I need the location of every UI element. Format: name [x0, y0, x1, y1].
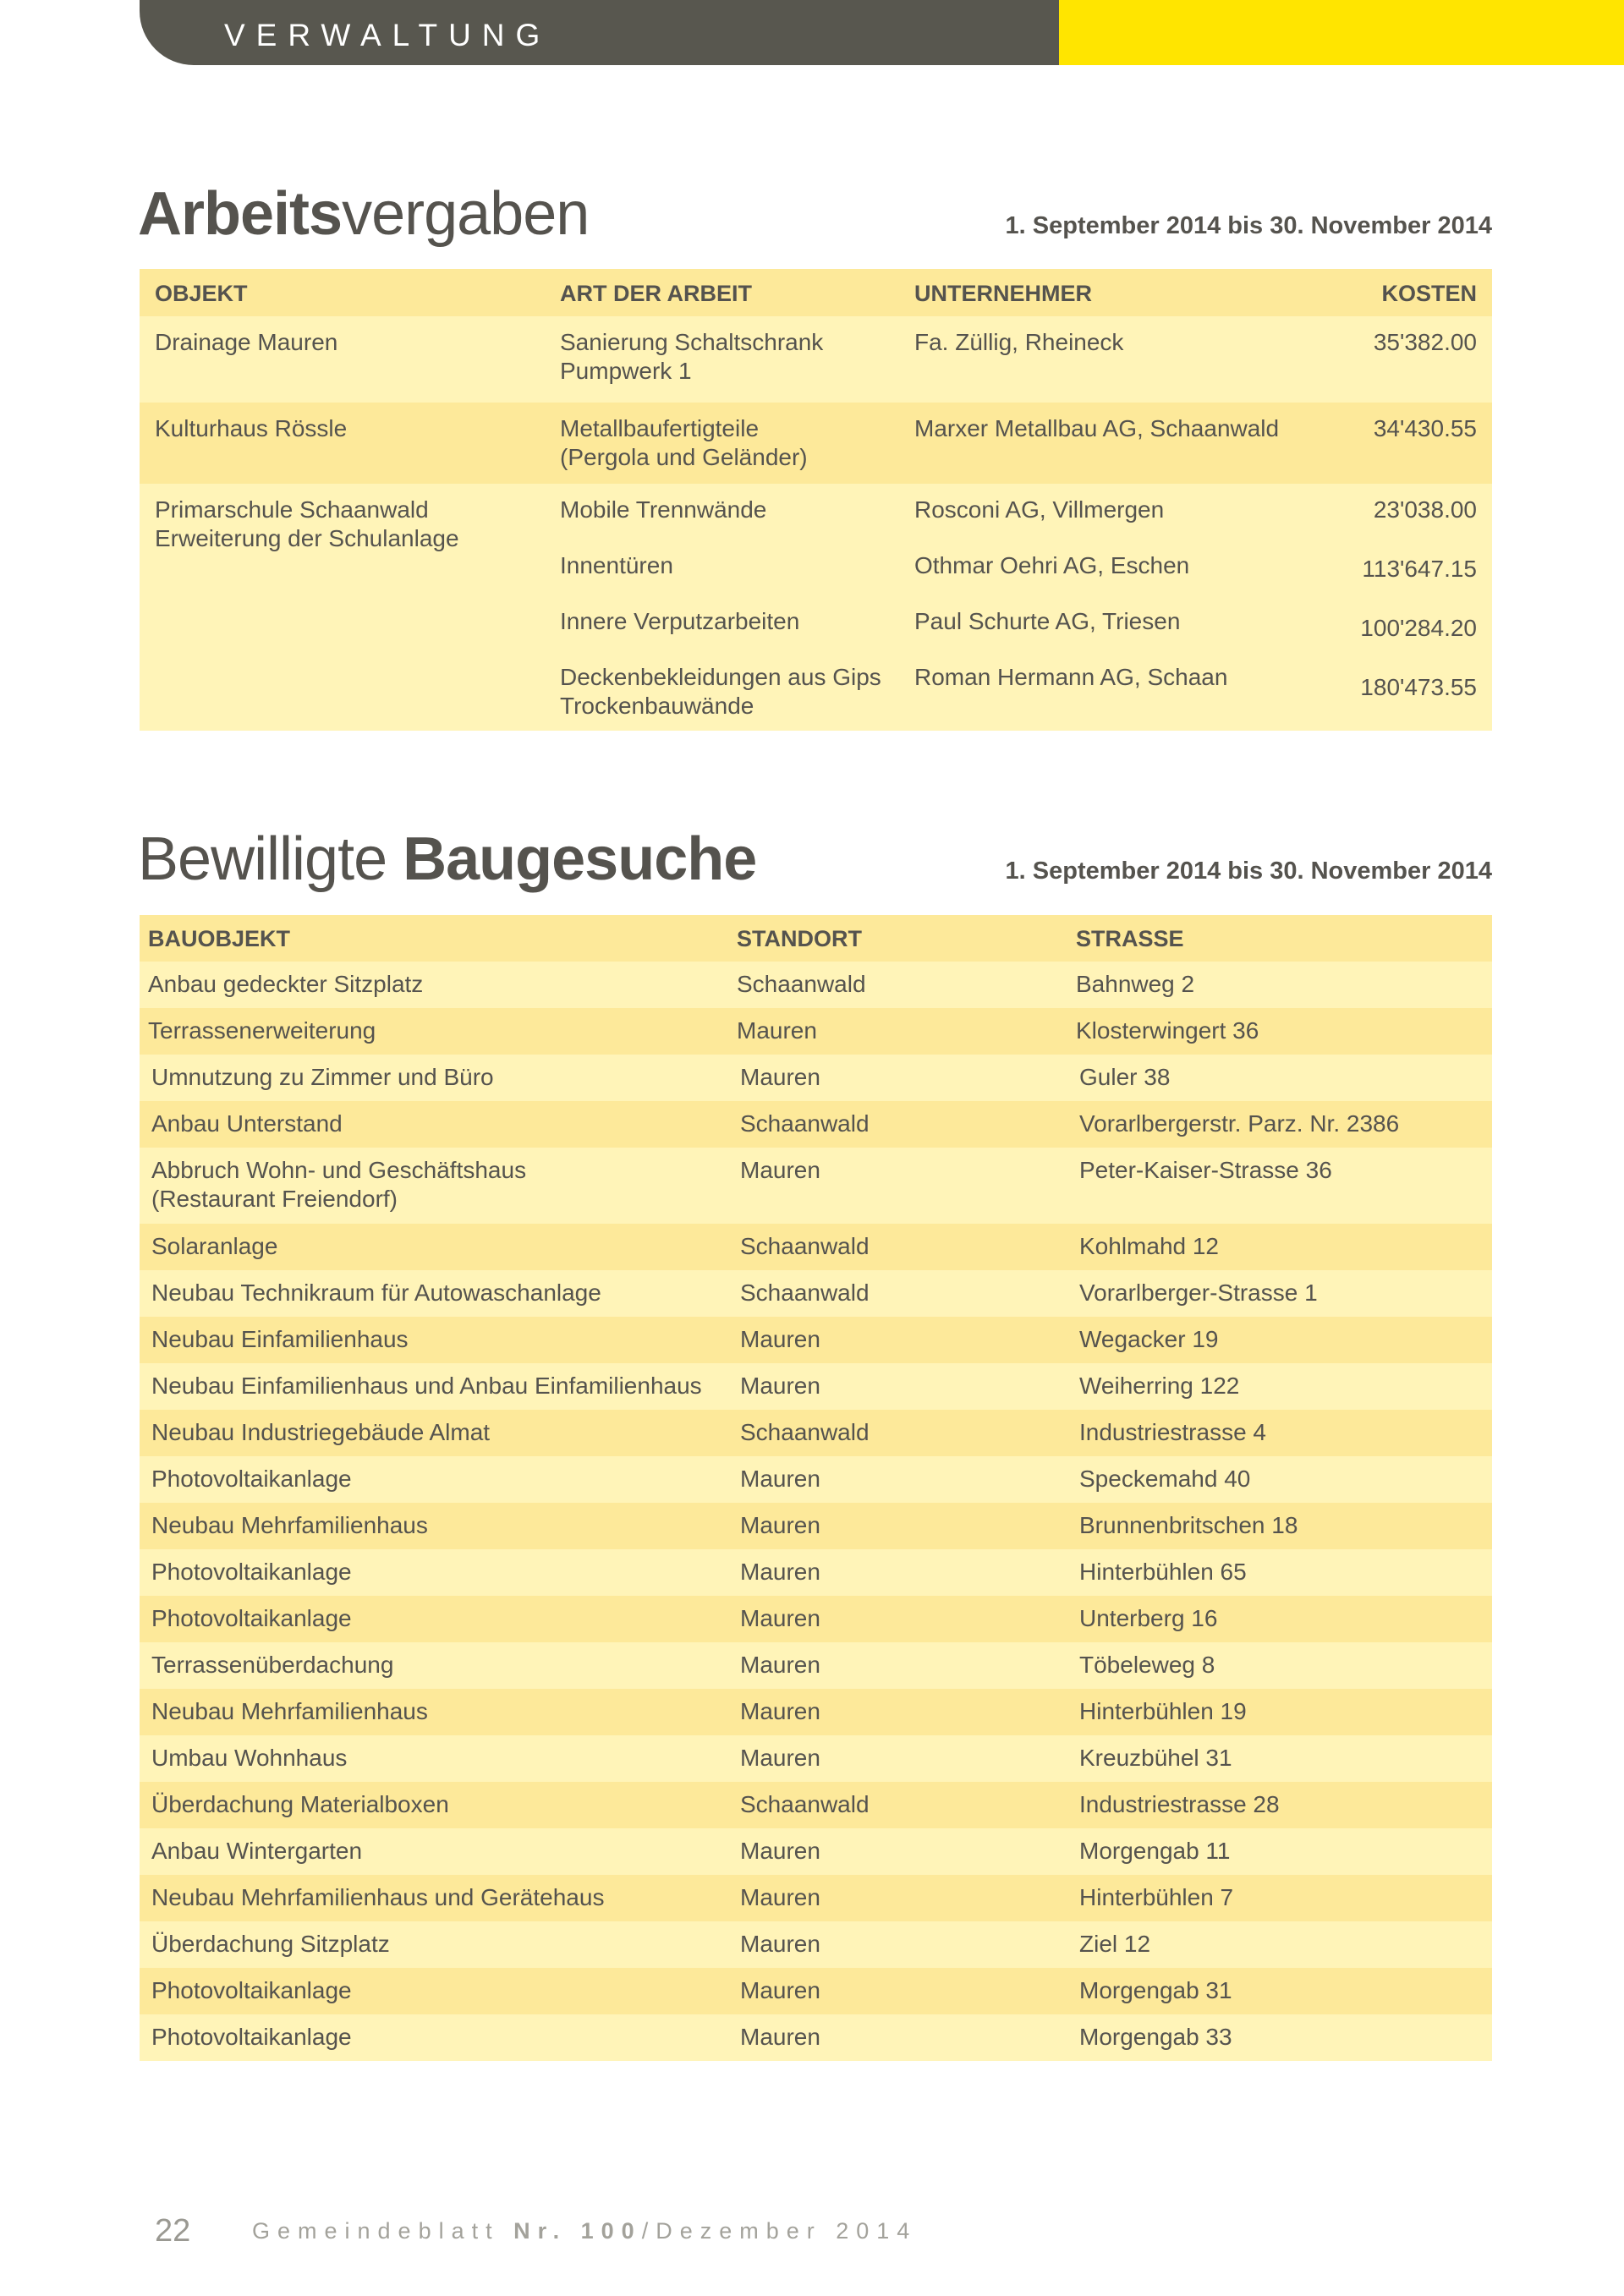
- publication-footer: [252, 2218, 917, 2244]
- arbeit-cell: [560, 607, 799, 636]
- strasse-cell: Unterberg 16: [1079, 1605, 1218, 1631]
- kosten-cell: 23'038.00: [1373, 496, 1477, 523]
- text-line: Photovoltaikanlage: [151, 1605, 352, 1631]
- strasse-cell: Hinterbühlen 19: [1079, 1698, 1247, 1724]
- text-line: Primarschule Schaanwald: [155, 496, 429, 523]
- bauobjekt-cell: [151, 1156, 526, 1214]
- text-line: (Pergola und Geländer): [560, 444, 808, 470]
- bauobjekt-cell: [151, 1325, 409, 1354]
- text-line: Trockenbauwände: [560, 693, 754, 719]
- standort-cell: Schaanwald: [740, 1233, 870, 1259]
- standort-cell: Mauren: [740, 1466, 820, 1492]
- table-row: [140, 1456, 1492, 1503]
- text-line: Neubau Mehrfamilienhaus und Gerätehaus: [151, 1884, 605, 1910]
- text-line: Metallbaufertigteile: [560, 415, 760, 441]
- kosten-cell: 34'430.55: [1373, 415, 1477, 441]
- arbeit-cell: [560, 414, 808, 472]
- text-line: Photovoltaikanlage: [151, 1559, 352, 1585]
- bauobjekt-cell: [151, 1883, 604, 1912]
- strasse-cell: Kreuzbühel 31: [1079, 1745, 1232, 1771]
- strasse-cell: Speckemahd 40: [1079, 1466, 1251, 1492]
- objekt-cell: [155, 496, 459, 553]
- standort-cell: Mauren: [740, 1512, 820, 1538]
- bauobjekt-cell: [151, 2023, 352, 2052]
- text-line: Umbau Wohnhaus: [151, 1745, 348, 1771]
- column-header: KOSTEN: [1381, 281, 1477, 306]
- text-line: Sanierung Schaltschrank: [560, 329, 824, 355]
- baugesuche-title: [138, 825, 756, 894]
- text-line: Photovoltaikanlage: [151, 2024, 352, 2050]
- table-row: [140, 1642, 1492, 1689]
- table-row: [140, 1875, 1492, 1921]
- text-line: Neubau Mehrfamilienhaus: [151, 1698, 428, 1724]
- text-line: Innere Verputzarbeiten: [560, 608, 800, 634]
- text-line: Drainage Mauren: [155, 329, 338, 355]
- table-row: [140, 1782, 1492, 1828]
- column-header: OBJEKT: [155, 281, 248, 306]
- title-bold-part: Arbeits: [138, 180, 343, 248]
- bauobjekt-cell: [151, 1558, 352, 1586]
- table-row: [140, 403, 1492, 484]
- text-line: Terrassenerweiterung: [148, 1017, 376, 1044]
- table-row: [140, 1224, 1492, 1270]
- text-line: Terrassenüberdachung: [151, 1652, 394, 1678]
- strasse-cell: Industriestrasse 28: [1079, 1791, 1280, 1817]
- strasse-cell: Morgengab 11: [1079, 1838, 1231, 1864]
- standort-cell: Mauren: [740, 1373, 820, 1399]
- strasse-cell: Peter-Kaiser-Strasse 36: [1079, 1157, 1332, 1183]
- standort-cell: Mauren: [740, 1745, 820, 1771]
- title-light-part: Bewilligte: [138, 825, 403, 893]
- standort-cell: Mauren: [740, 1326, 820, 1352]
- bauobjekt-cell: [151, 1511, 428, 1540]
- text-line: Anbau Unterstand: [151, 1110, 343, 1137]
- issue-number: Nr. 100: [513, 2218, 642, 2244]
- text-line: Erweiterung der Schulanlage: [155, 525, 459, 551]
- column-header: UNTERNEHMER: [914, 281, 1093, 306]
- bauobjekt-cell: [151, 1232, 277, 1261]
- standort-cell: Mauren: [740, 1605, 820, 1631]
- standort-cell: Mauren: [737, 1017, 817, 1044]
- standort-cell: Mauren: [740, 1157, 820, 1183]
- table-row: [140, 1921, 1492, 1968]
- objekt-cell: [155, 328, 337, 357]
- table-row: [140, 1317, 1492, 1363]
- standort-cell: Schaanwald: [740, 1280, 870, 1306]
- strasse-cell: Vorarlbergerstr. Parz. Nr. 2386: [1079, 1110, 1400, 1137]
- standort-cell: Mauren: [740, 1698, 820, 1724]
- bauobjekt-cell: [151, 1279, 601, 1307]
- publication-name: Gemeindeblatt: [252, 2218, 514, 2244]
- bauobjekt-cell: [148, 970, 423, 999]
- bauobjekt-cell: [151, 1790, 449, 1819]
- standort-cell: Mauren: [740, 1838, 820, 1864]
- bauobjekt-cell: [151, 1063, 494, 1092]
- standort-cell: Mauren: [740, 1064, 820, 1090]
- standort-cell: Mauren: [740, 1977, 820, 2003]
- text-line: Neubau Einfamilienhaus: [151, 1326, 409, 1352]
- table-row: [140, 1101, 1492, 1148]
- table-row: [140, 1828, 1492, 1875]
- issue-date: /Dezember 2014: [641, 2218, 918, 2244]
- bauobjekt-cell: [151, 1976, 352, 2005]
- table-row: [140, 1410, 1492, 1456]
- strasse-cell: Wegacker 19: [1079, 1326, 1219, 1352]
- unternehmer-cell: Othmar Oehri AG, Eschen: [914, 552, 1190, 578]
- header-accent: [1059, 0, 1624, 65]
- column-header: STRASSE: [1076, 926, 1184, 951]
- baugesuche-date: 1. September 2014 bis 30. November 2014: [1005, 858, 1492, 885]
- title-light-part: vergaben: [342, 180, 590, 248]
- unternehmer-cell: Rosconi AG, Villmergen: [914, 496, 1165, 523]
- text-line: Pumpwerk 1: [560, 358, 692, 384]
- standort-cell: Schaanwald: [740, 1791, 870, 1817]
- text-line: Anbau Wintergarten: [151, 1838, 363, 1864]
- bauobjekt-cell: [151, 1604, 352, 1633]
- arbeit-cell: [560, 551, 673, 580]
- unternehmer-cell: Marxer Metallbau AG, Schaanwald: [914, 415, 1280, 441]
- text-line: Überdachung Materialboxen: [151, 1791, 449, 1817]
- arbeit-cell: [560, 663, 881, 721]
- strasse-cell: Bahnweg 2: [1076, 971, 1195, 997]
- text-line: Abbruch Wohn- und Geschäftshaus: [151, 1157, 527, 1183]
- text-line: Photovoltaikanlage: [151, 1977, 352, 2003]
- standort-cell: Schaanwald: [740, 1110, 870, 1137]
- title-bold-part: Baugesuche: [403, 825, 757, 893]
- table-row: [140, 484, 1492, 731]
- unternehmer-cell: Roman Hermann AG, Schaan: [914, 664, 1228, 690]
- standort-cell: Mauren: [740, 1931, 820, 1957]
- strasse-cell: Hinterbühlen 65: [1079, 1559, 1247, 1585]
- table-row: [140, 2014, 1492, 2061]
- text-line: Innentüren: [560, 552, 673, 578]
- table-row: [140, 1363, 1492, 1410]
- strasse-cell: Morgengab 33: [1079, 2024, 1232, 2050]
- text-line: Neubau Einfamilienhaus und Anbau Einfamilienhaus: [151, 1373, 702, 1399]
- text-line: Neubau Technikraum für Autowaschanlage: [151, 1280, 601, 1306]
- text-line: (Restaurant Freiendorf): [151, 1186, 398, 1212]
- standort-cell: Schaanwald: [740, 1419, 870, 1445]
- arbeitsvergaben-title: [138, 179, 589, 249]
- table-row: [140, 962, 1492, 1008]
- bauobjekt-cell: [151, 1930, 390, 1959]
- text-line: Photovoltaikanlage: [151, 1466, 352, 1492]
- column-header: BAUOBJEKT: [148, 926, 291, 951]
- strasse-cell: Industriestrasse 4: [1079, 1419, 1266, 1445]
- unternehmer-cell: Fa. Züllig, Rheineck: [914, 329, 1124, 355]
- arbeitsvergaben-date: 1. September 2014 bis 30. November 2014: [1005, 212, 1492, 239]
- arbeit-cell: [560, 496, 766, 524]
- standort-cell: Schaanwald: [737, 971, 866, 997]
- standort-cell: Mauren: [740, 1559, 820, 1585]
- bauobjekt-cell: [151, 1418, 490, 1447]
- table-header: [140, 269, 1492, 316]
- bauobjekt-cell: [151, 1651, 393, 1680]
- table-row: [140, 1008, 1492, 1055]
- table-row: [140, 1055, 1492, 1101]
- standort-cell: Mauren: [740, 1884, 820, 1910]
- bauobjekt-cell: [151, 1465, 352, 1493]
- text-line: Überdachung Sitzplatz: [151, 1931, 390, 1957]
- text-line: Umnutzung zu Zimmer und Büro: [151, 1064, 494, 1090]
- strasse-cell: Brunnenbritschen 18: [1079, 1512, 1298, 1538]
- page-number: 22: [155, 2213, 191, 2249]
- table-row: [140, 1148, 1492, 1224]
- strasse-cell: Ziel 12: [1079, 1931, 1151, 1957]
- text-line: Neubau Industriegebäude Almat: [151, 1419, 491, 1445]
- standort-cell: Mauren: [740, 1652, 820, 1678]
- column-header: ART DER ARBEIT: [560, 281, 752, 306]
- column-header: STANDORT: [737, 926, 862, 951]
- objekt-cell: [155, 414, 347, 443]
- strasse-cell: Klosterwingert 36: [1076, 1017, 1259, 1044]
- text-line: Neubau Mehrfamilienhaus: [151, 1512, 428, 1538]
- table-row: [140, 1689, 1492, 1735]
- table-row: [140, 316, 1492, 403]
- bauobjekt-cell: [151, 1837, 362, 1866]
- table-row: [140, 1968, 1492, 2014]
- text-line: Deckenbekleidungen aus Gips: [560, 664, 881, 690]
- standort-cell: Mauren: [740, 2024, 820, 2050]
- kosten-cell: 35'382.00: [1373, 329, 1477, 355]
- text-line: Mobile Trennwände: [560, 496, 767, 523]
- bauobjekt-cell: [151, 1110, 343, 1138]
- section-label: VERWALTUNG: [224, 18, 551, 52]
- text-line: Anbau gedeckter Sitzplatz: [148, 971, 424, 997]
- strasse-cell: Guler 38: [1079, 1064, 1171, 1090]
- arbeit-cell: [560, 328, 823, 386]
- text-line: Solaranlage: [151, 1233, 278, 1259]
- bauobjekt-cell: [148, 1016, 376, 1045]
- strasse-cell: Hinterbühlen 7: [1079, 1884, 1234, 1910]
- table-row: [140, 1596, 1492, 1642]
- bauobjekt-cell: [151, 1372, 702, 1400]
- strasse-cell: Vorarlberger-Strasse 1: [1079, 1280, 1318, 1306]
- kosten-cell: 100'284.20: [1360, 615, 1477, 641]
- kosten-cell: 113'647.15: [1362, 556, 1477, 582]
- kosten-cell: 180'473.55: [1360, 674, 1477, 700]
- strasse-cell: Töbeleweg 8: [1079, 1652, 1215, 1678]
- strasse-cell: Kohlmahd 12: [1079, 1233, 1220, 1259]
- table-header: [140, 915, 1492, 962]
- bauobjekt-cell: [151, 1744, 347, 1773]
- strasse-cell: Morgengab 31: [1079, 1977, 1232, 2003]
- unternehmer-cell: Paul Schurte AG, Triesen: [914, 608, 1181, 634]
- text-line: Kulturhaus Rössle: [155, 415, 348, 441]
- table-row: [140, 1503, 1492, 1549]
- table-row: [140, 1270, 1492, 1317]
- strasse-cell: Weiherring 122: [1079, 1373, 1240, 1399]
- bauobjekt-cell: [151, 1697, 428, 1726]
- table-row: [140, 1549, 1492, 1596]
- table-row: [140, 1735, 1492, 1782]
